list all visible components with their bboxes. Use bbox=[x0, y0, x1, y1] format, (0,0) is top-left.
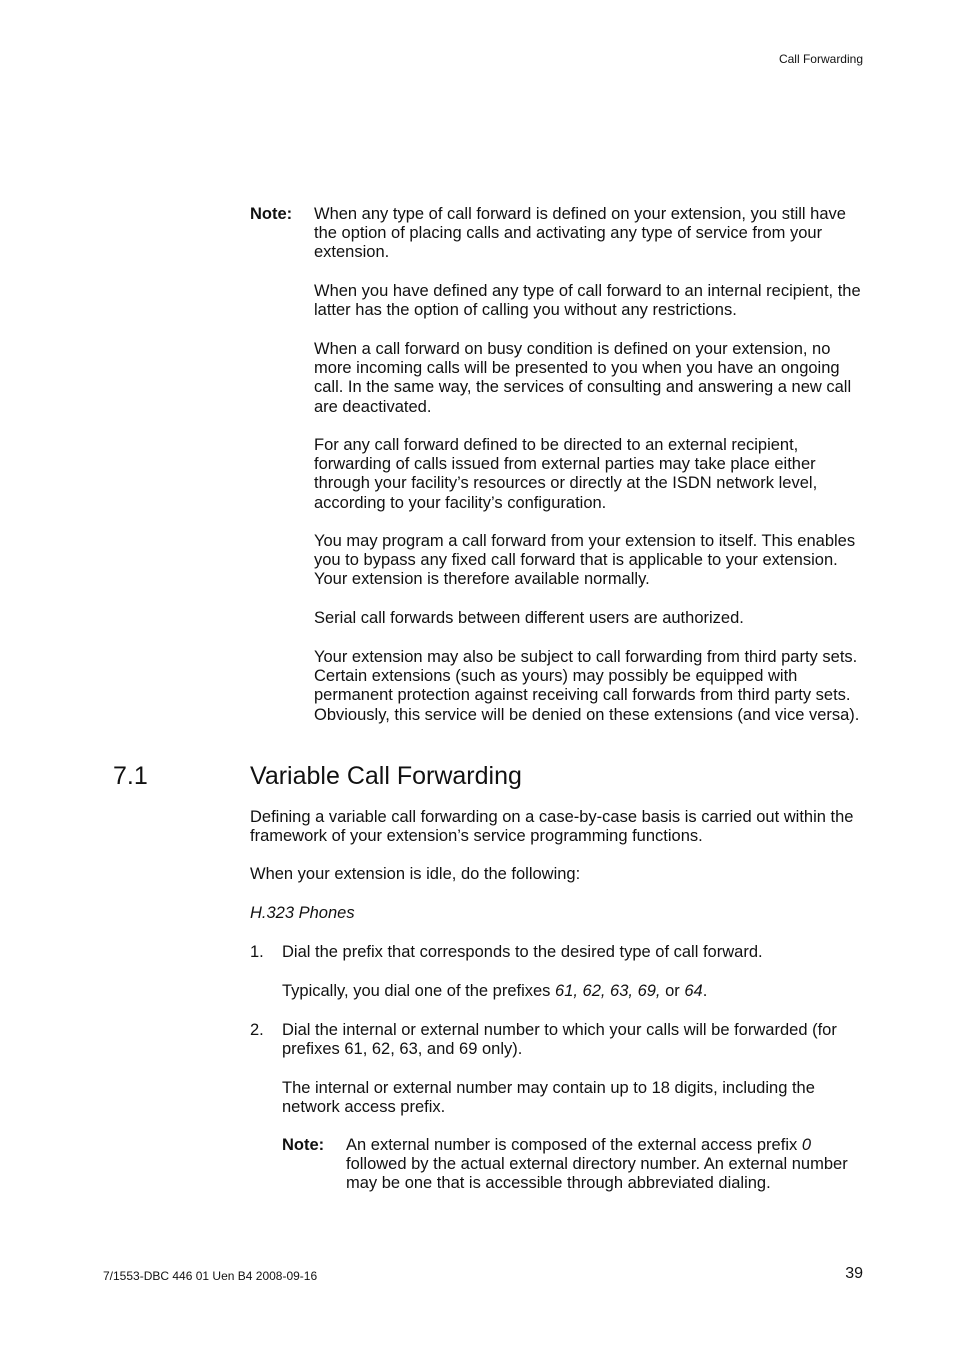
section-number: 7.1 bbox=[113, 762, 148, 790]
running-header: Call Forwarding bbox=[778, 52, 863, 66]
step-2-number: 2. bbox=[250, 1021, 264, 1039]
footer-document-id: 7/1553-DBC 446 01 Uen B4 2008-09-16 bbox=[103, 1269, 318, 1283]
step-1-detail: Typically, you dial one of the prefixes 61, 62, 63, 69, or 64. bbox=[282, 982, 708, 1000]
note-2-text: An external number is composed of the external access prefix 0 followed by the actual external directory number. An external number may be one that is accessible through abbreviated dialing. bbox=[346, 1136, 848, 1193]
note-paragraph-2: When you have defined any type of call forward to an internal recipient, the latter has the option of calling you without any restrictions. bbox=[314, 282, 861, 320]
note-paragraph-7: Your extension may also be subject to call forwarding from third party sets. Certain extensions (such as yours) may possibly be equipped with permanent protection against receiving call forwards from third party sets. Obviously, this service will be denied on these extensions (and vice versa). bbox=[314, 648, 860, 724]
step-1-text: Dial the prefix that corresponds to the desired type of call forward. bbox=[282, 943, 763, 961]
step-1-number: 1. bbox=[250, 943, 264, 961]
note-paragraph-6: Serial call forwards between different users are authorized. bbox=[314, 609, 744, 627]
note-2-label: Note: bbox=[282, 1136, 325, 1154]
step-2-detail: The internal or external number may contain up to 18 digits, including the network access prefix. bbox=[282, 1079, 815, 1117]
note-paragraph-3: When a call forward on busy condition is defined on your extension, no more incoming calls will be presented to you when you have an ongoing call. In the same way, the services of consulting and answering a new call are deactivated. bbox=[314, 340, 852, 416]
idle-instruction: When your extension is idle, do the following: bbox=[250, 865, 581, 883]
note-paragraph-1: When any type of call forward is defined on your extension, you still have the option of placing calls and activating any type of service from your extension. bbox=[314, 205, 846, 262]
section-title: Variable Call Forwarding bbox=[250, 762, 522, 790]
note-paragraph-5: You may program a call forward from your extension to itself. This enables you to bypass any fixed call forward that is applicable to your extension. Your extension is therefore available normally. bbox=[314, 532, 856, 589]
subheading-h323: H.323 Phones bbox=[250, 904, 355, 922]
note-paragraph-4: For any call forward defined to be directed to an external recipient, forwarding of calls issued from external parties may take place either through your facility’s resources or directly at the ISDN network level, according to your facility’s configuration. bbox=[314, 436, 818, 512]
page-number: 39 bbox=[845, 1265, 863, 1282]
step-2-text: Dial the internal or external number to which your calls will be forwarded (for prefixes 61, 62, 63, and 69 only). bbox=[282, 1021, 837, 1059]
section-intro: Defining a variable call forwarding on a case-by-case basis is carried out within the framework of your extension’s service programming functions. bbox=[250, 808, 854, 846]
note-label: Note: bbox=[250, 205, 293, 223]
